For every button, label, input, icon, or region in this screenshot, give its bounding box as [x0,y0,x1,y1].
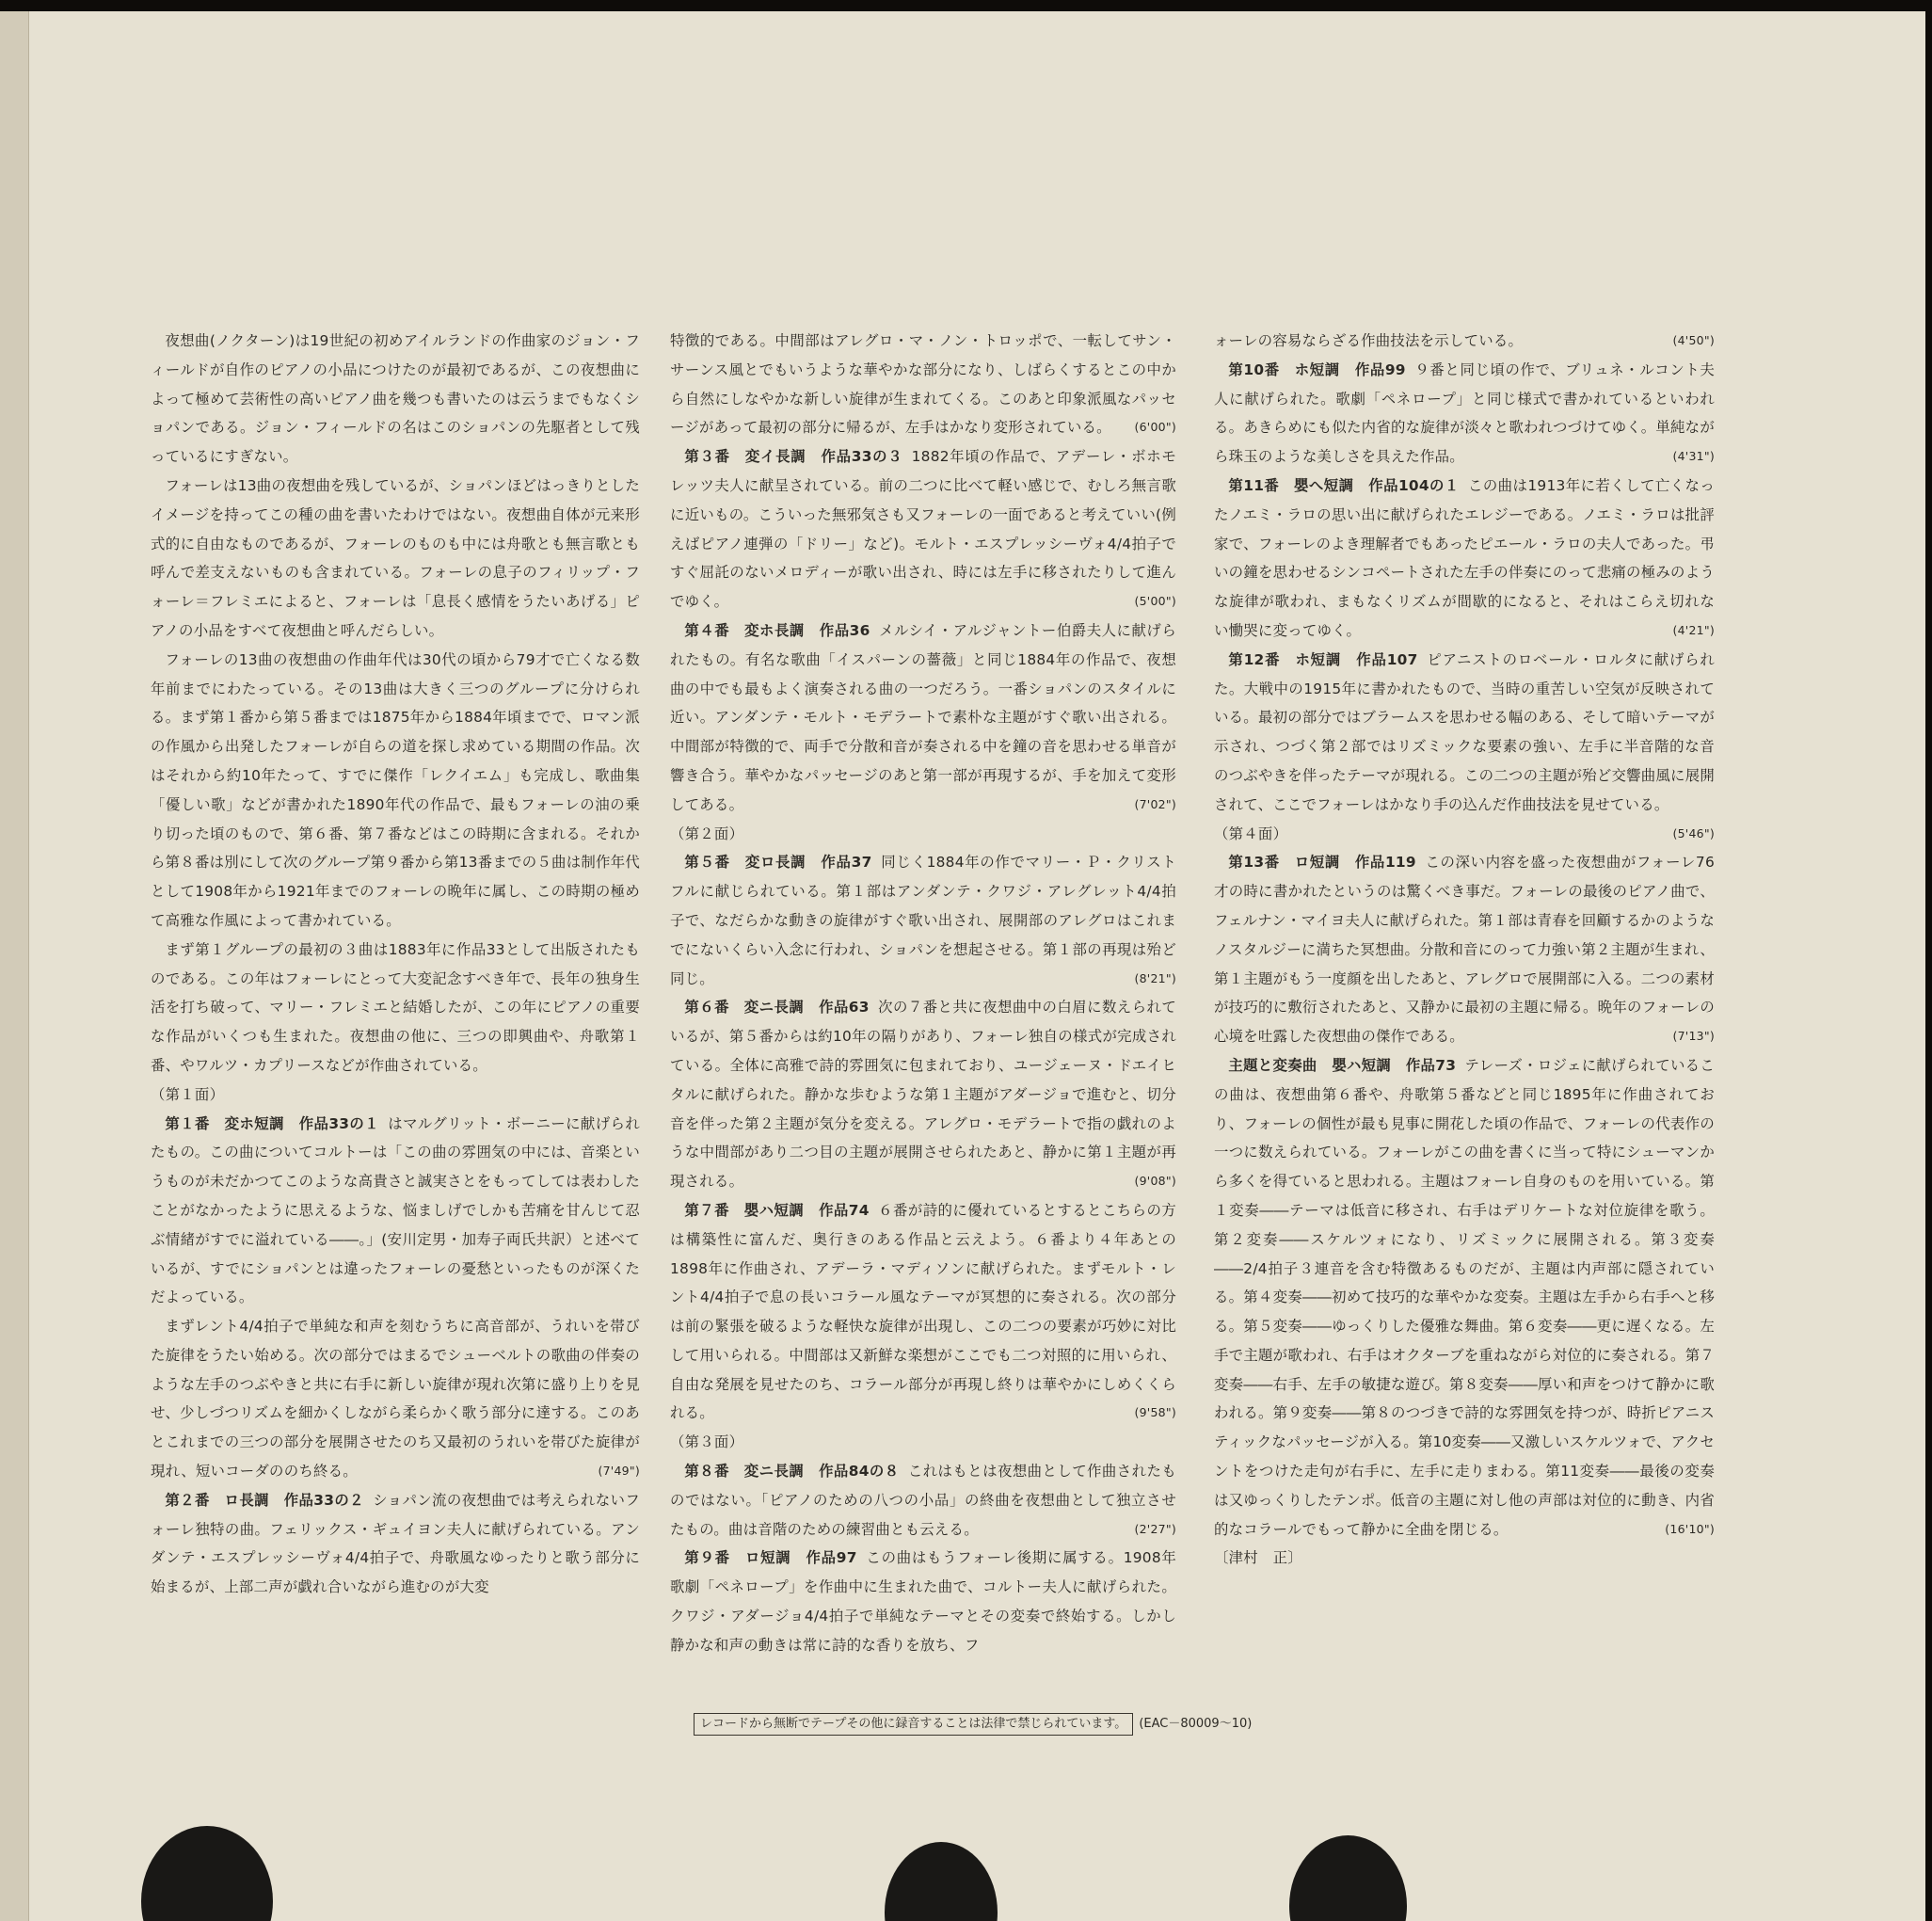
paragraph-text: この曲は1913年に若くして亡くなったノエミ・ラロの思い出に献げられたエレジーである。ノエミ・ラロは批評家で、フォーレのよき理解者でもあったピエール・ラロの夫人であった。弔いの鐘を思わせるシンコペートされた左手の伴奏にのって悲痛の極みのような旋律が歌われ、まもなくリズムが間歇的になると、それはこらえ切れない慟哭に変ってゆく。 [1214,476,1715,639]
copyright-footer [694,1713,1252,1736]
paragraph-text: ６番が詩的に優れているとするとこちらの方は構築性に富んだ、奥行きのある作品と云えよう。６番より４年あとの1898年に作曲され、アデーラ・マディソンに献げられた。まずモルト・レント4/4拍子で息の長いコラール風なテーマが冥想的に奏される。次の部分は前の緊張を破るような軽快な旋律が出現し、この二つの要素が巧妙に対比して用いられる。中間部は又新鮮な楽想がここでも二つ対照的に用いられ、自由な発展を見せたのち、コラール部分が再現し終りは華やかにしめくくられる。 [670,1201,1176,1422]
side-heading: （第２面） [670,824,744,842]
piece-entry [670,1457,1176,1544]
piece-entry [1214,472,1715,646]
paragraph-text: まずレント4/4拍子で単純な和声を刻むうちに高音部が、うれいを帯びた旋律をうたい始める。次の部分ではまるでシューベルトの歌曲の伴奏のような左手のつぶやきと共に右手に新しい旋律が現れ次第に盛り上りを見せ、少しづつリズムを細かくしながら柔らかく歌う部分に達する。このあとこれまでの三つの部分を展開させたのち又最初のうれいを帯びた旋律が現れ、短いコーダののち終る。 [151,1318,640,1481]
duration-label: (5'46") [1672,825,1715,840]
body-paragraph [151,646,640,936]
paragraph-text: 1882年頃の作品で、アデーレ・ボホモレッツ夫人に献呈されている。前の二つに比べて軽い感じで、むしろ無言歌に近いもの。こういった無邪気さも又フォーレの一面であると考えていい(例えばピアノ連弾の「ドリー」など)。モルト・エスプレッシーヴォ4/4拍子ですぐ屈託のないメロディーが歌い出され、時には左手に移されたりして進んでゆく。 [670,448,1176,611]
body-paragraph [151,327,640,472]
piece-title: 第13番 ロ短調 作品119 [1228,854,1416,872]
piece-entry [670,848,1176,993]
paragraph-text: ピアニストのロベール・ロルタに献げられた。大戦中の1915年に書かれたもので、当時の重苦しい空気が反映されている。最初の部分ではブラームスを思わせる幅のある、そして暗いテーマが示され、つづく第２部ではリズミックな要素の強い、左手に半音階的な音のつぶやきを伴ったテーマが現れる。この二つの主題が殆ど交響曲風に展開されて、ここでフォーレはかなり手の込んだ作曲技法を見せている。 [1214,650,1715,813]
piece-entry [670,616,1176,820]
body-paragraph [151,472,640,646]
duration-label: (7'02") [1134,796,1176,811]
duration-label: (6'00") [1134,420,1176,435]
paragraph-text: 同じく1884年の作でマリー・Ｐ・クリストフルに献じられている。第１部はアンダンテ・クワジ・アレグレット4/4拍子で、なだらかな動きの旋律がすぐ歌い出され、展開部のアレグロはこれまでにないくらい入念に行われ、ショパンを想起させる。第１部の再現は殆ど同じ。 [670,854,1176,987]
piece-title: 第９番 ロ短調 作品97 [684,1549,857,1567]
paragraph-text: フォーレは13曲の夜想曲を残しているが、ショパンほどはっきりとしたイメージを持ってこの種の曲を書いたわけではない。夜想曲自体が元来形式的に自由なものであるが、フォーレのものも中には舟歌とも無言歌とも呼んで差支えないものも含まれている。フォーレの息子のフィリップ・フォーレ＝フレミエによると、フォーレは「息長く感情をうたいあげる」ピアノの小品をすべて夜想曲と呼んだらしい。 [151,476,640,639]
piece-title: 主題と変奏曲 嬰ハ短調 作品73 [1228,1056,1457,1074]
copyright-notice: レコードから無断でテープその他に録音することは法律で禁じられています。 [694,1713,1133,1736]
paragraph-text: ォーレの容易ならざる作曲技法を示している。 [1214,332,1524,349]
paragraph-text: メルシイ・アルジャントー伯爵夫人に献げられたもの。有名な歌曲「イスパーンの薔薇」と同じ1884年の作品で、夜想曲の中でも最もよく演奏される曲の一つだろう。一番ショパンのスタイルに近い。アンダンテ・モルト・モデラートで素朴な主題がすぐ歌い出される。中間部が特徴的で、両手で分散和音が奏される中を鐘の音を思わせる単音が響き合う。華やかなパッセージのあと第一部が再現するが、手を加えて変形してある。 [670,621,1176,813]
duration-label: (7'13") [1672,1029,1715,1044]
side-heading: （第３面） [670,1433,744,1451]
piece-title: 第８番 変ニ長調 作品84の８ [684,1463,900,1481]
duration-label: (9'08") [1134,1174,1176,1189]
body-paragraph [151,1312,640,1486]
duration-label: (4'50") [1672,333,1715,347]
side-heading: （第１面） [151,1085,225,1103]
piece-title: 第１番 変ホ短調 作品33の１ [165,1114,380,1132]
sleeve-spine [0,11,29,1921]
piece-title: 第10番 ホ短調 作品99 [1228,360,1406,378]
piece-entry [1214,848,1715,1051]
finger-shadow-center [885,1842,998,1921]
liner-notes-sheet [0,11,1925,1921]
finger-shadow-left [141,1826,273,1921]
paragraph-text: この曲はもうフォーレ後期に属する。1908年歌劇「ペネロープ」を作曲中に生まれた曲で、コルトー夫人に献げられた。クワジ・アダージョ4/4拍子で単純なテーマとその変奏で終始する。しかし静かな和声の動きは常に詩的な香りを放ち、フ [670,1549,1176,1654]
piece-title: 第３番 変イ長調 作品33の３ [684,448,903,466]
paragraph-text: はマルグリット・ボーニーに献げられたもの。この曲についてコルトーは「この曲の雰囲気の中には、音楽というものが未だかつてこのような高貴さと誠実さとをもってしては表わしたことがなかったように思えるような、悩ましげでしかも苦痛を甘んじて忍ぶ情緒がすでに溢れている――。」(安川定男・加寿子両氏共訳）と述べているが、すでにショパンとは違ったフォーレの憂愁といったものが深くただよっている。 [151,1114,640,1306]
text-column-1 [151,327,640,1673]
paragraph-text: 夜想曲(ノクターン)は19世紀の初めアイルランドの作曲家のジョン・フィールドが自作のピアノの小品につけたのが最初であるが、この夜想曲によって極めて芸術性の高いピアノ曲を幾つも書いたのは云うまでもなくショパンである。ジョン・フィールドの名はこのショパンの先駆者として残っているにすぎない。 [151,332,640,466]
piece-entry [151,1110,640,1313]
side-heading: （第４面） [1214,824,1288,842]
paragraph-text: 次の７番と共に夜想曲中の白眉に数えられているが、第５番からは約10年の隔りがあり、フォーレ独自の様式が完成されている。全体に高雅で詩的雰囲気に包まれており、ユージェーヌ・ドエイヒタルに献げられた。静かな歩むような第１主題がアダージョで進むと、切分音を伴った第２主題が気分を変える。アレグロ・モデラートで指の戯れのような中間部があり二つ目の主題が展開させられたあと、静かに第１主題が再現される。 [670,999,1176,1191]
finger-shadow-right [1289,1835,1407,1921]
duration-label: (4'21") [1672,622,1715,637]
body-paragraph [670,327,1176,442]
piece-entry [670,442,1176,616]
body-paragraph [1214,327,1715,356]
author-signature: 〔津村 正〕 [1214,1549,1302,1567]
paragraph-text: フォーレの13曲の夜想曲の作曲年代は30代の頃から79才で亡くなる数年前までにわたっている。その13曲は大きく三つのグループに分けられる。まず第１番から第５番までは1875年から1884年頃までで、ロマン派の作風から出発したフォーレが自らの道を探し求めている期間の作品。次はそれから約10年たって、すでに傑作「レクイエム」も完成し、歌曲集「優しい歌」などが書かれた1890年代の作品で、最もフォーレの油の乗り切った頃のもので、第６番、第７番などはこの時期に含まれる。それから第８番は別にして次のグループ第９番から第13番までの５曲は制作年代として1908年から1921年までのフォーレの晩年に属し、この時期の極めて高雅な作風によって書かれている。 [151,650,640,929]
body-paragraph [151,936,640,1081]
text-column-3 [1214,327,1715,1673]
piece-entry [151,1486,640,1602]
catalog-number: (EAC－80009～10) [1139,1717,1253,1731]
piece-title: 第２番 ロ長調 作品33の２ [165,1491,364,1509]
paragraph-text: この深い内容を盛った夜想曲がフォーレ76才の時に書かれたというのは驚くべき事だ。フォーレの最後のピアノ曲で、フェルナン・マイヨ夫人に献げられた。第１部は青春を回顧するかのようなノスタルジーに満ちた冥想曲。分散和音にのって力強い第２主題が生まれ、第１主題がもう一度顔を出したあと、アレグロで展開部に入る。二つの素材が技巧的に敷衍されたあと、又静かに最初の主題に帰る。晩年のフォーレの心境を吐露した夜想曲の傑作である。 [1214,854,1715,1046]
duration-label: (2'27") [1134,1521,1176,1536]
piece-title: 第７番 嬰ハ短調 作品74 [684,1201,870,1219]
paragraph-text: これはもとは夜想曲として作曲されたものではない。「ピアノのための八つの小品」の終曲を夜想曲として独立させたもの。曲は音階のための練習曲とも云える。 [670,1463,1176,1538]
duration-label: (5'00") [1134,594,1176,609]
duration-label: (7'49") [598,1464,640,1479]
paragraph-text: ショパン流の夜想曲では考えられないフォーレ独特の曲。フェリックス・ギュイヨン夫人に献げられている。アンダンテ・エスプレッシーヴォ4/4拍子で、舟歌風なゆったりと歌う部分に始まるが、上部二声が戯れ合いながら進むのが大変 [151,1491,640,1596]
piece-title: 第４番 変ホ長調 作品36 [684,621,870,639]
text-column-2 [670,327,1176,1673]
piece-title: 第12番 ホ短調 作品107 [1228,650,1418,668]
paragraph-text: 特徴的である。中間部はアレグロ・マ・ノン・トロッポで、一転してサン・サーンス風とでもいうような華やかな部分になり、しばらくするとこの中から自然にしなやかな新しい旋律が生まれてくる。このあと印象派風なパッセージがあって最初の部分に帰るが、左手はかなり変形されている。 [670,332,1176,437]
piece-entry [1214,1051,1715,1545]
duration-label: (8'21") [1134,970,1176,985]
paragraph-text: まず第１グループの最初の３曲は1883年に作品33として出版されたものである。この年はフォーレにとって大変記念すべき年で、長年の独身生活を打ち破って、マリー・フレミエと結婚したが、この年にピアノの重要な作品がいくつも生まれた。夜想曲の他に、三つの即興曲や、舟歌第１番、やワルツ・カプリースなどが作曲されている。 [151,940,640,1074]
duration-label: (9'58") [1134,1405,1176,1420]
piece-title: 第５番 変ロ長調 作品37 [684,854,872,872]
piece-entry [670,993,1176,1196]
piece-title: 第６番 変ニ長調 作品63 [684,999,870,1017]
piece-entry [670,1544,1176,1659]
duration-label: (16'10") [1665,1521,1715,1536]
duration-label: (4'31") [1672,449,1715,464]
piece-entry [670,1196,1176,1428]
paragraph-text: ９番と同じ頃の作で、ブリュネ・ルコント夫人に献げられた。歌劇「ペネロープ」と同じ様式で書かれているといわれる。あきらめにも似た内省的な旋律が淡々と歌われつづけてゆく。単純ながら珠玉のような美しさを具えた作品。 [1214,360,1715,466]
piece-title: 第11番 嬰へ短調 作品104の１ [1228,476,1460,494]
paragraph-text: テレーズ・ロジェに献げられているこの曲は、夜想曲第６番や、舟歌第５番などと同じ1895年に作曲されており、フォーレの個性が最も見事に開花した頃の作品で、フォーレの代表作の一つに数えられている。フォーレがこの曲を書くに当って特にシューマンから多くを得ていると思われる。主題はフォーレ自身のものを用いている。第１変奏――テーマは低音に移され、右手はデリケートな対位旋律を歌う。第２変奏――スケルツォになり、リズミックに展開される。第３変奏――2/4拍子３連音を含む特徴あるものだが、主題は内声部に隠されている。第４変奏――初めて技巧的な華やかな変奏。主題は左手から右手へと移る。第５変奏――ゆっくりした優雅な舞曲。第６変奏――更に遅くなる。左手で主題が歌われ、右手はオクターブを重ねながら対位的に奏される。第７変奏――右手、左手の敏捷な遊び。第８変奏――厚い和声をつけて静かに歌われる。第９変奏――第８のつづきで詩的な雰囲気を持つが、時折ピアニスティックなパッセージが入る。第10変奏――又激しいスケルツォで、アクセントをつけた走句が右手に、左手に走りまわる。第11変奏――最後の変奏は又ゆっくりしたテンポ。低音の主題に対し他の声部は対位的に動き、内省的なコラールでもって静かに全曲を閉じる。 [1214,1056,1715,1538]
piece-entry [1214,356,1715,472]
